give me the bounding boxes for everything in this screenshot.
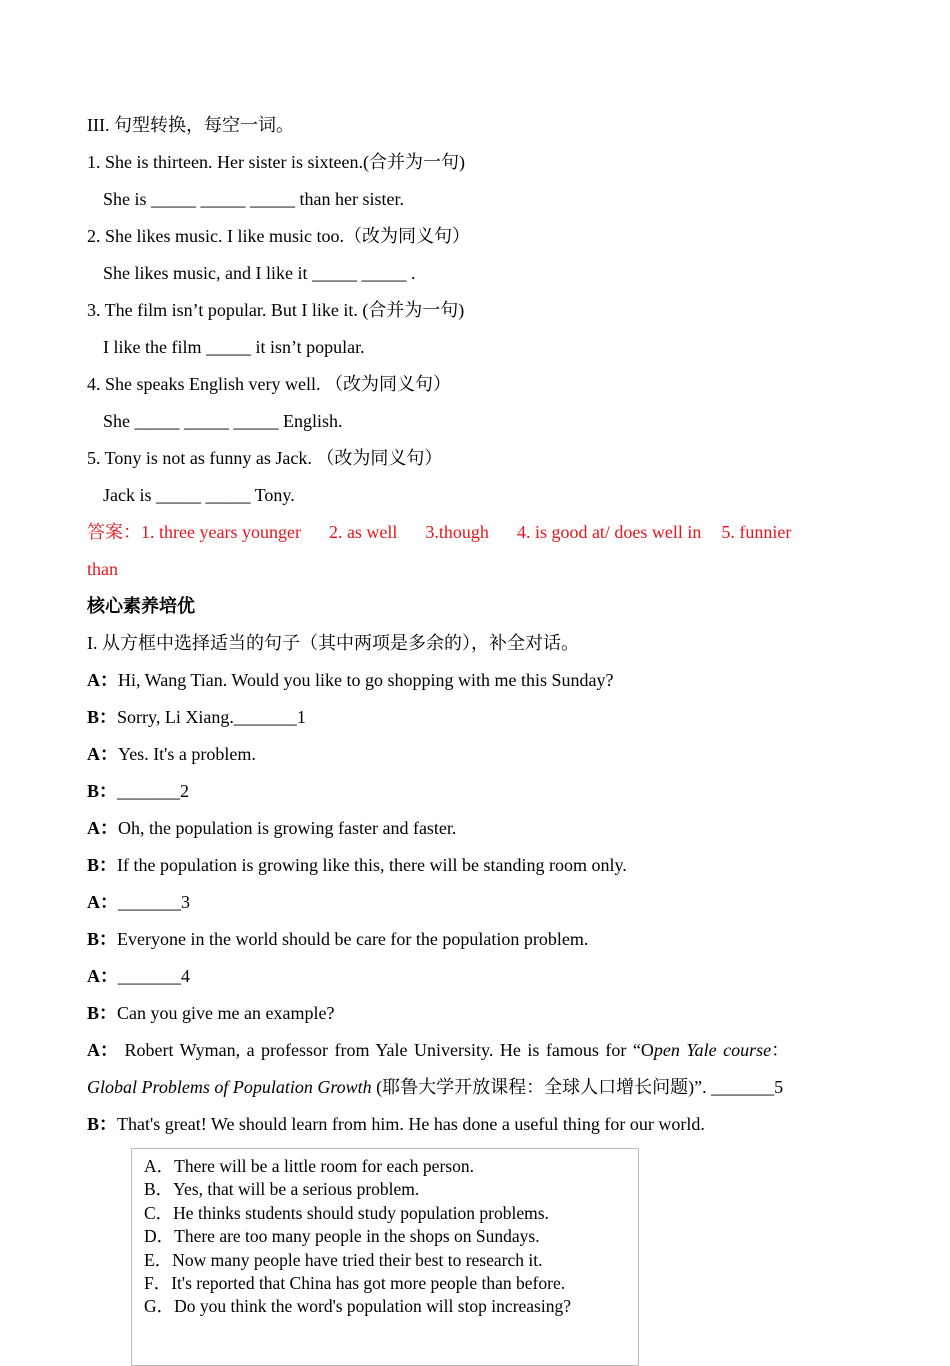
- answer-label: 答案：: [87, 522, 141, 542]
- colon: ：: [771, 1040, 790, 1060]
- answer-line-3: I like the film _____ it isn’t popular.: [103, 337, 365, 357]
- question-4: 4. She speaks English very well. （改为同义句）: [87, 374, 451, 394]
- core-instruction: I. 从方框中选择适当的句子（其中两项是多余的），补全对话。: [87, 633, 579, 653]
- option-item: C．He thinks students should study population problems.: [144, 1202, 549, 1223]
- speaker: B：: [87, 1003, 118, 1023]
- dialogue-text: (耶鲁大学开放课程：全球人口增长问题)”. _______5: [371, 1077, 784, 1097]
- options-box: [131, 1148, 639, 1366]
- dialogue-line: [87, 884, 867, 921]
- speaker: A：: [87, 670, 118, 690]
- speaker: B：: [87, 1114, 118, 1134]
- dialogue-line: [87, 921, 867, 958]
- section-title: III. 句型转换，每空一词。: [87, 115, 294, 135]
- dialogue-text: That's great! We should learn from him. He has done a useful thing for our world.: [117, 1114, 705, 1134]
- answer-1: 1. three years younger: [141, 522, 301, 542]
- answer-3: 3.though: [425, 522, 489, 542]
- speaker: A：: [87, 744, 118, 764]
- document-body: [87, 107, 867, 1143]
- option-item: A．There will be a little room for each person.: [144, 1156, 474, 1176]
- dialogue-text: Oh, the population is growing faster and faster.: [118, 818, 457, 838]
- dialogue-line: [87, 847, 867, 884]
- dialogue-line: [87, 773, 867, 810]
- speaker: A：: [87, 966, 118, 986]
- dialogue-line-last: [87, 1106, 867, 1143]
- speaker: A：: [87, 1040, 118, 1060]
- question-3: 3. The film isn’t popular. But I like it. (合并为一句): [87, 300, 465, 320]
- answer-4: 4. is good at/ does well in: [516, 522, 702, 542]
- answer-line-4: She _____ _____ _____ English.: [103, 411, 343, 431]
- dialogue-text: Robert Wyman, a professor from Yale University. He is famous for “O: [124, 1040, 654, 1060]
- course-title: pen Yale course: [653, 1040, 772, 1060]
- dialogue-line: [87, 810, 867, 847]
- option-item: D．There are too many people in the shops on Sundays.: [144, 1226, 540, 1247]
- dialogue-text: Hi, Wang Tian. Would you like to go shopping with me this Sunday?: [118, 670, 614, 690]
- dialogue-text: _______4: [118, 966, 190, 986]
- answer-continuation: than: [87, 559, 118, 579]
- dialogue-text: Can you give me an example?: [117, 1003, 335, 1023]
- answer-key: [87, 514, 867, 551]
- answer-line-5: Jack is _____ _____ Tony.: [103, 485, 295, 505]
- dialogue-text: Everyone in the world should be care for the population problem.: [117, 929, 589, 949]
- option-item: B．Yes, that will be a serious problem.: [144, 1179, 420, 1200]
- dialogue-text: _______2: [117, 781, 190, 801]
- question-2: 2. She likes music. I like music too.（改为同义句）: [87, 226, 470, 246]
- question-5: 5. Tony is not as funny as Jack. （改为同义句）: [87, 448, 443, 468]
- option-item: G．Do you think the word's population will stop increasing?: [144, 1296, 571, 1317]
- dialogue-line: [87, 662, 867, 699]
- answer-line-2: She likes music, and I like it _____ _____ .: [103, 263, 416, 283]
- course-subtitle: Global Problems of Population Growth: [87, 1077, 372, 1097]
- speaker: B：: [87, 781, 118, 801]
- dialogue-line: [87, 699, 867, 736]
- speaker: A：: [87, 818, 118, 838]
- dialogue-text: Sorry, Li Xiang._______1: [117, 707, 306, 727]
- speaker: B：: [87, 707, 118, 727]
- core-heading: 核心素养培优: [87, 596, 195, 616]
- dialogue-text: If the population is growing like this, there will be standing room only.: [117, 855, 627, 875]
- dialogue-line-a5: [87, 1032, 867, 1069]
- dialogue-line: [87, 958, 867, 995]
- dialogue-line: [87, 736, 867, 773]
- option-item: E．Now many people have tried their best to research it.: [144, 1249, 543, 1270]
- option-item: F．It's reported that China has got more people than before.: [144, 1273, 566, 1294]
- dialogue-line: [87, 995, 867, 1032]
- dialogue-line-a5-cont: [87, 1069, 867, 1106]
- answer-2: 2. as well: [328, 522, 398, 542]
- speaker: B：: [87, 855, 118, 875]
- answer-line-1: She is _____ _____ _____ than her sister.: [103, 189, 404, 209]
- speaker: B：: [87, 929, 118, 949]
- speaker: A：: [87, 892, 118, 912]
- dialogue-text: _______3: [118, 892, 190, 912]
- answer-5: 5. funnier: [721, 522, 792, 542]
- dialogue-text: Yes. It's a problem.: [118, 744, 256, 764]
- question-1: 1. She is thirteen. Her sister is sixteen.(合并为一句): [87, 152, 465, 172]
